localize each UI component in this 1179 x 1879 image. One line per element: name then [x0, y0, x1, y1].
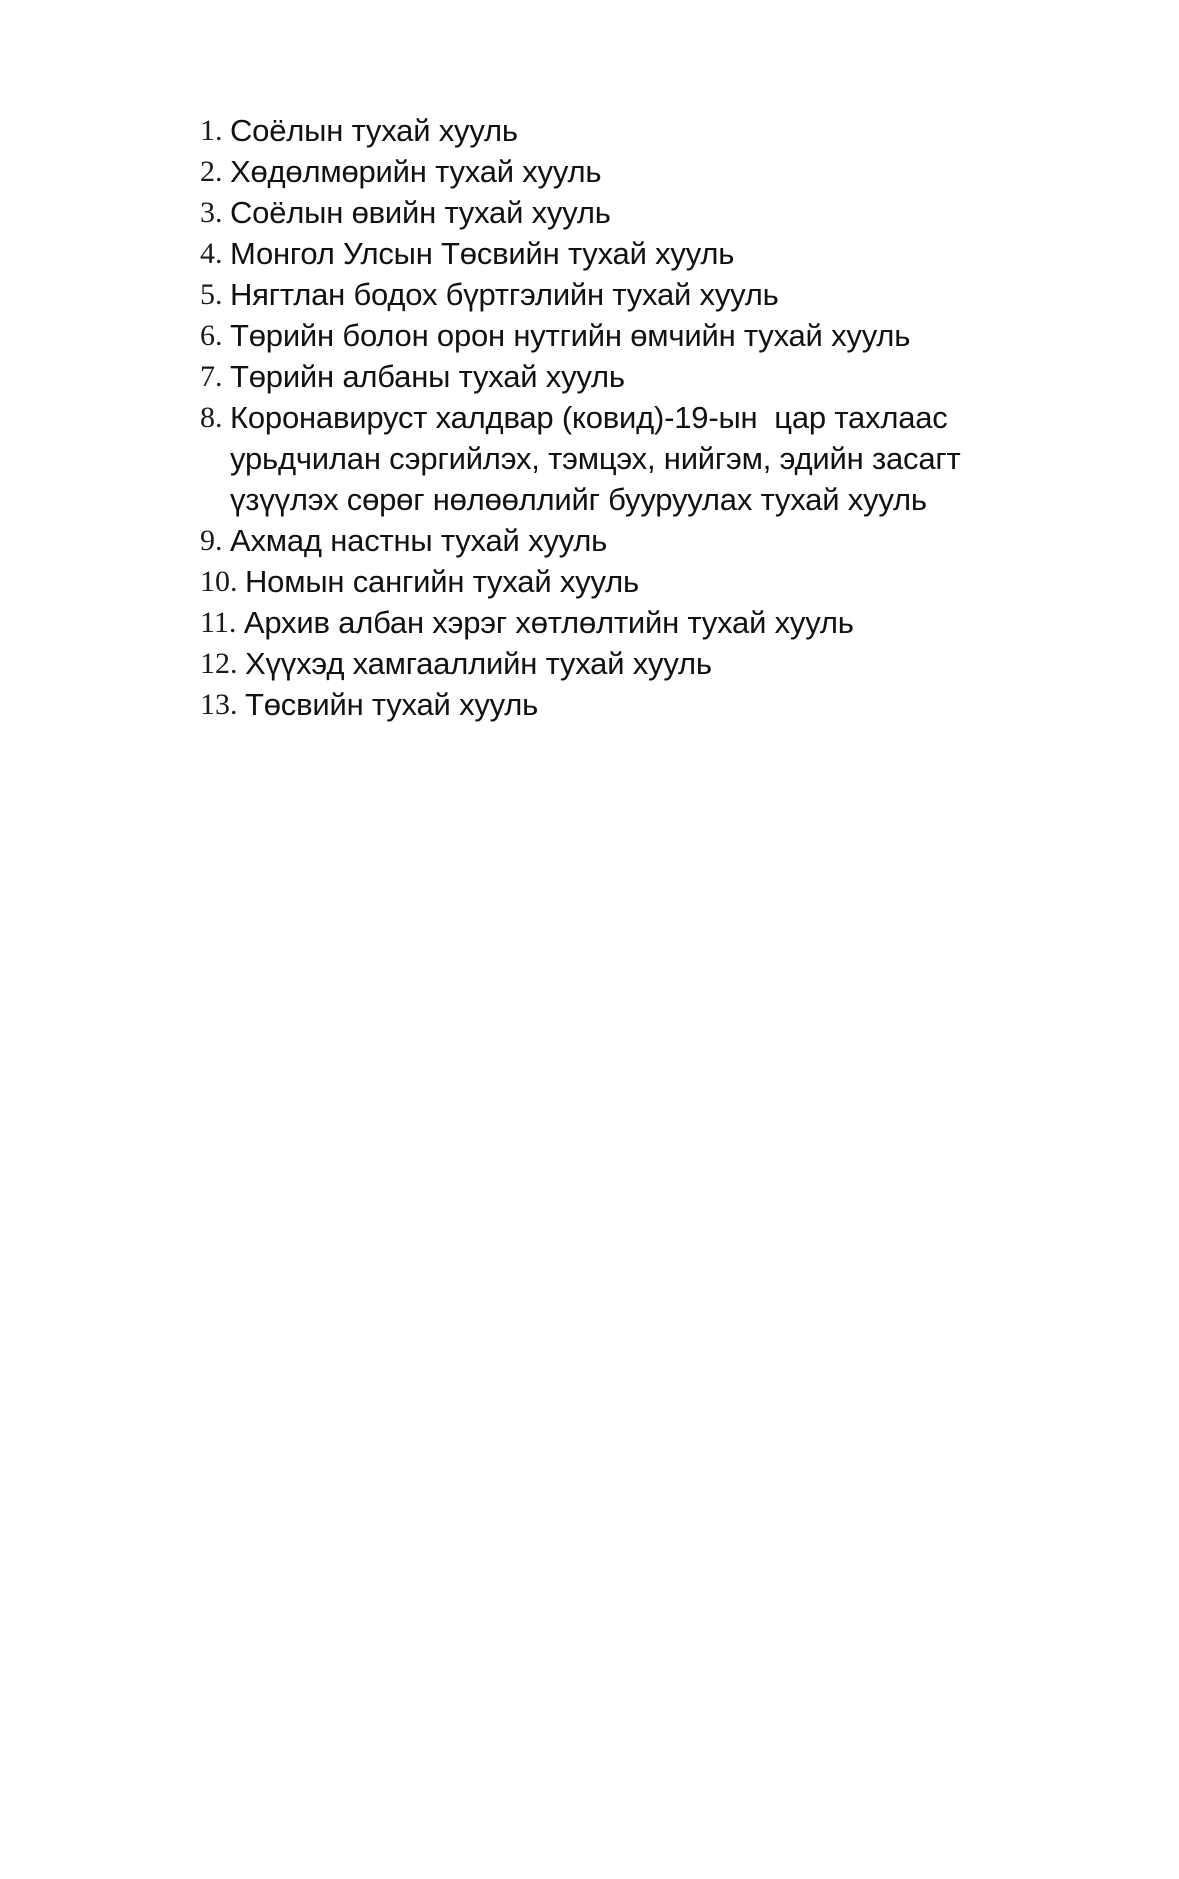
law-title: Төрийн болон орон нутгийн өмчийн тухай хууль [230, 318, 911, 353]
list-number: 8. [200, 401, 223, 434]
list-number: 3. [200, 196, 223, 229]
list-number: 2. [200, 155, 223, 188]
law-title: Соёлын өвийн тухай хууль [230, 195, 611, 230]
list-number: 6. [200, 319, 223, 352]
list-number: 4. [200, 237, 223, 270]
list-number: 1. [200, 114, 223, 147]
list-item-law-10 [200, 561, 960, 602]
list-number: 9. [200, 524, 223, 557]
law-title-multiline [230, 397, 960, 520]
list-item-law-9 [200, 520, 960, 561]
law-title: Ахмад настны тухай хууль [230, 523, 608, 558]
list-item-law-5 [200, 274, 960, 315]
law-title: Төсвийн тухай хууль [245, 687, 539, 722]
list-item-law-12 [200, 643, 960, 684]
law-title: Хүүхэд хамгааллийн тухай хууль [245, 646, 712, 681]
list-item-law-7 [200, 356, 960, 397]
law-title-line-3: үзүүлэх сөрөг нөлөөллийг бууруулах тухай хууль [230, 482, 927, 517]
law-title: Номын сангийн тухай хууль [245, 564, 639, 599]
list-number: 12. [200, 647, 238, 680]
law-title: Хөдөлмөрийн тухай хууль [230, 154, 602, 189]
list-number: 7. [200, 360, 223, 393]
law-title-line-2: урьдчилан сэргийлэх, тэмцэх, нийгэм, эдийн засагт [230, 441, 961, 476]
list-item-law-6 [200, 315, 960, 356]
list-item-law-13 [200, 684, 960, 725]
list-item-law-8 [200, 397, 960, 520]
law-title: Төрийн албаны тухай хууль [230, 359, 625, 394]
list-item-law-3 [200, 192, 960, 233]
list-number: 5. [200, 278, 223, 311]
law-title: Монгол Улсын Төсвийн тухай хууль [230, 236, 735, 271]
list-number: 10. [200, 565, 238, 598]
list-item-law-11 [200, 602, 960, 643]
law-list [200, 110, 960, 725]
list-item-law-2 [200, 151, 960, 192]
list-item-law-4 [200, 233, 960, 274]
list-number: 13. [200, 688, 238, 721]
law-title-line-1: Коронавируст халдвар (ковид)-19-ын цар тахлаас [230, 400, 948, 435]
law-title: Соёлын тухай хууль [230, 113, 518, 148]
list-number: 11. [200, 606, 237, 639]
list-item-law-1 [200, 110, 960, 151]
law-title: Архив албан хэрэг хөтлөлтийн тухай хууль [243, 605, 854, 640]
law-title: Нягтлан бодох бүртгэлийн тухай хууль [230, 277, 779, 312]
